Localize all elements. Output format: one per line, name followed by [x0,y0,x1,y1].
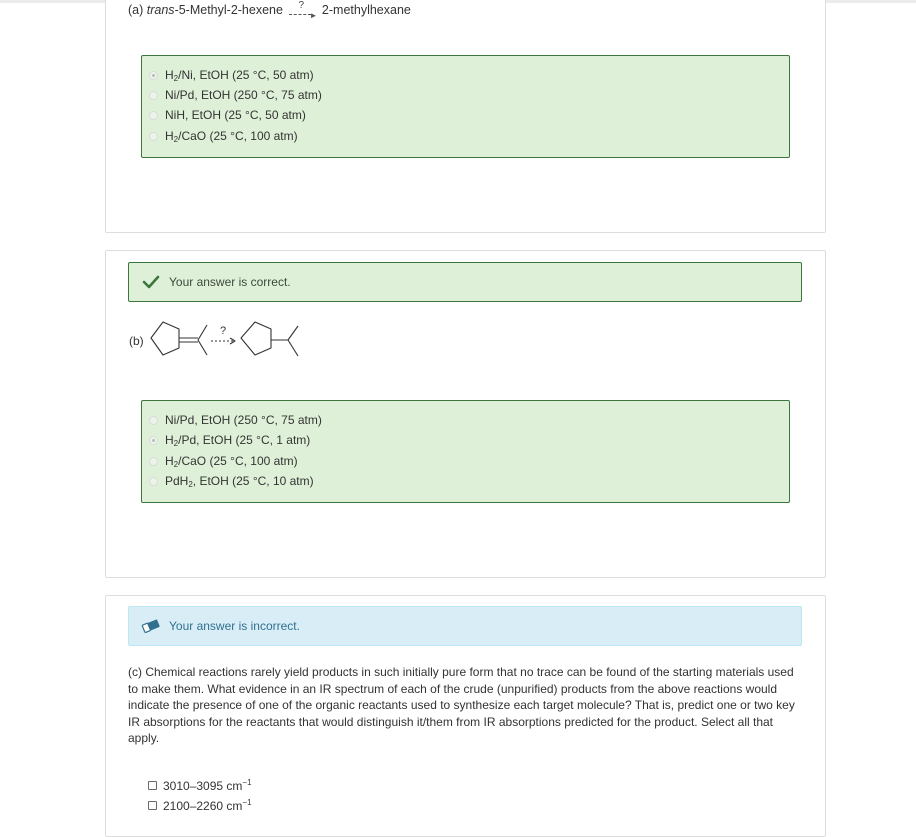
radio-button[interactable] [149,457,158,466]
checkmark-icon [141,275,161,289]
product-name: 2-methylhexane [321,3,411,17]
answer-options-b [141,400,790,503]
reaction-arrow-icon: ? ► [289,5,315,17]
choice-c-2[interactable] [148,797,252,813]
reactant-stereo-prefix: trans [146,3,175,17]
choice-c-1[interactable] [148,777,252,793]
eraser-icon [141,619,161,633]
part-a-label: (a) [128,3,144,17]
option-label: $H_2$/CaO (25 °C, 100 atm) [165,453,298,469]
option-label: Ni/Pd, EtOH (250 °C, 75 atm) [165,413,322,427]
radio-button[interactable] [149,132,158,141]
feedback-correct-banner [128,262,802,302]
option-label: Ni/Pd, EtOH (250 °C, 75 atm) [165,88,322,102]
feedback-text: Your answer is incorrect. [169,619,300,633]
arrow-label: ? [298,0,304,11]
reactant-name: -5-Methyl-2-hexene [174,3,283,17]
option-label: $H_2$/CaO (25 °C, 100 atm) [165,128,298,144]
choice-label: 3010–3095 $cm^{-1}$ [163,777,252,793]
option-b-4[interactable] [149,473,314,489]
option-label: PdH$_2$, EtOH (25 °C, 10 atm) [165,473,314,489]
radio-button[interactable] [149,416,158,425]
question-a-prompt [128,0,411,20]
arrow-label: ? [220,325,227,337]
option-label: $H_2/Ni$, EtOH (25 °C, 50 atm) [165,67,314,83]
option-b-2[interactable] [149,432,310,448]
checkbox[interactable] [148,781,157,790]
option-label: NiH, EtOH (25 °C, 50 atm) [165,108,306,122]
option-a-2[interactable] [149,87,322,103]
answer-options-a [141,55,790,158]
radio-button[interactable] [149,111,158,120]
option-a-4[interactable] [149,128,298,144]
option-a-1[interactable] [149,67,314,83]
option-b-1[interactable] [149,412,322,428]
radio-button[interactable] [149,91,158,100]
option-b-3[interactable] [149,453,298,469]
radio-button[interactable] [149,477,158,486]
choice-label: 2100–2260 $cm^{-1}$ [163,797,252,813]
option-a-3[interactable] [149,107,306,123]
reaction-structure-diagram [140,318,310,360]
part-b-label: (b) [129,334,144,348]
radio-button[interactable] [149,71,158,80]
option-label: $H_2/Pd$, EtOH (25 °C, 1 atm) [165,432,311,448]
feedback-incorrect-banner [128,606,802,646]
question-c-text: (c) Chemical reactions rarely yield products in such initially pure form that no trace can be found of the starting materials used to make them. What evidence in an IR spectrum of each of the crude (unpurified) products from the above reactions would indicate the presence of one of the organic reactants used to synthesize each target molecule? That is, predict one or two key IR absorptions for the reactants that would distinguish it/them from IR absorptions predicted for the product. Select all that apply. [128,665,795,745]
cyclopentane-ring-icon [241,322,271,355]
cyclopentene-ring-icon [151,322,179,355]
radio-button[interactable] [149,436,158,445]
checkbox[interactable] [148,801,157,810]
feedback-text: Your answer is correct. [169,275,291,289]
